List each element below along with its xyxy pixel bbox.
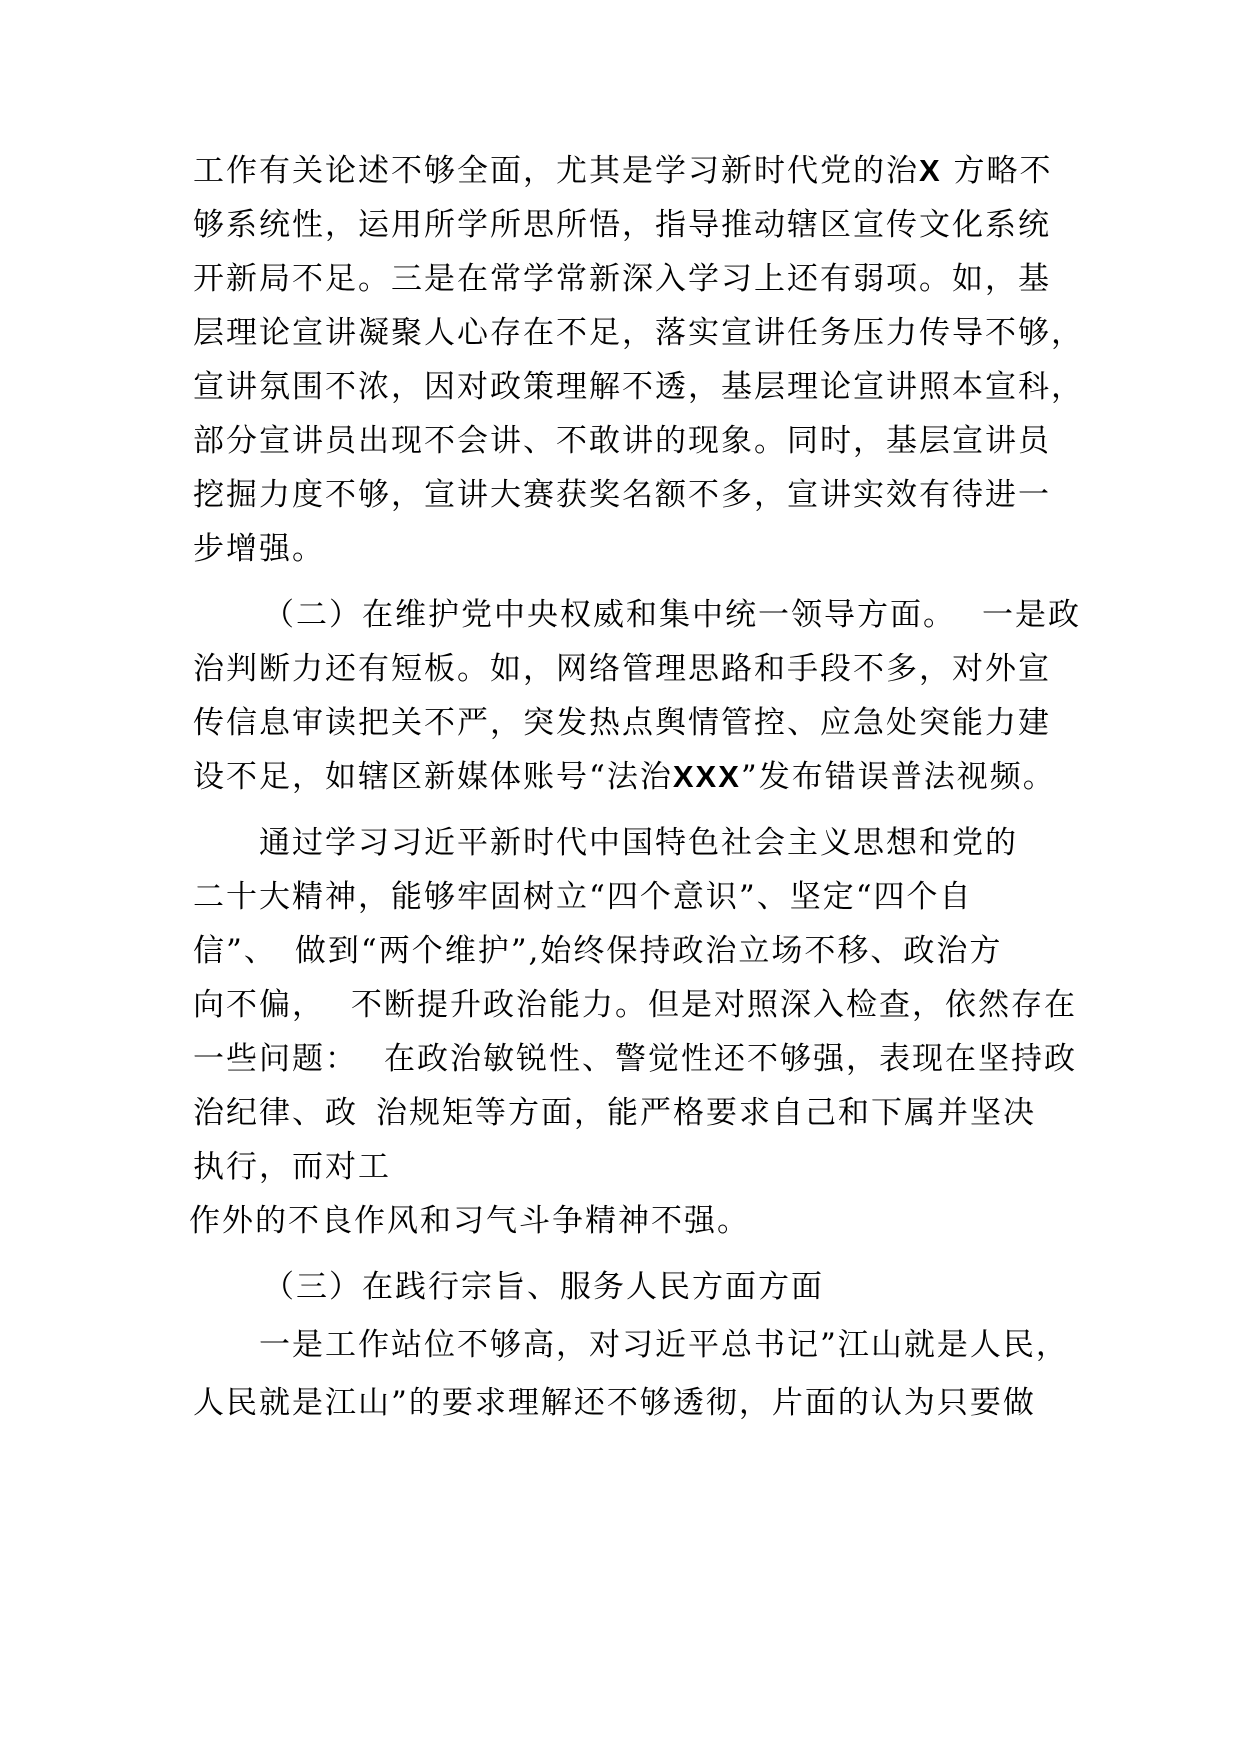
- text-line: [193, 985, 1077, 1025]
- text-segment: 在政治敏锐性、警觉性还不够强，表现在坚持政: [384, 1041, 1077, 1077]
- text-line: 够系统性，运用所学所思所悟，指导推动辖区宣传文化系统: [193, 207, 1051, 243]
- text-line: 人民就是江山”的要求理解还不够透彻，片面的认为只要做: [193, 1385, 1036, 1421]
- section-heading: （三）在践行宗旨、服务人民方面方面: [263, 1269, 824, 1305]
- text-segment: 工作有关论述不够全面，尤其是学习新时代党的治: [193, 153, 919, 189]
- text-line: [193, 1039, 1077, 1079]
- text-segment: 一些问题：: [193, 1041, 358, 1077]
- text-line: 宣讲氛围不浓，因对政策理解不透，基层理论宣讲照本宣科，: [193, 369, 1084, 405]
- text-line: 开新局不足。三是在常学常新深入学习上还有弱项。如，基: [193, 261, 1051, 297]
- masked-text: XXX: [672, 759, 741, 794]
- text-segment: 方略不: [953, 153, 1053, 189]
- text-line: 作外的不良作风和习气斗争精神不强。: [189, 1203, 750, 1239]
- text-line: 治判断力还有短板。如，网络管理思路和手段不多，对外宣: [193, 651, 1051, 687]
- text-line: 执行，而对工: [193, 1149, 391, 1185]
- text-line: 部分宣讲员出现不会讲、不敢讲的现象。同时，基层宣讲员: [193, 423, 1051, 459]
- text-segment: 设不足，如辖区新媒体账号“法治: [193, 759, 673, 795]
- text-line: 一是工作站位不够高，对习近平总书记”江山就是人民，: [259, 1327, 1069, 1363]
- text-line: [193, 151, 1053, 191]
- text-line: [193, 757, 1056, 797]
- text-segment: （二）在维护党中央权威和集中统一领导方面。: [263, 597, 956, 633]
- text-segment: 信”、: [193, 933, 277, 969]
- text-line: 步增强。: [193, 531, 325, 567]
- text-line: 挖掘力度不够，宣讲大赛获奖名额不多，宣讲实效有待进一: [193, 477, 1051, 513]
- text-segment: ”发布错误普法视频。: [740, 759, 1056, 795]
- text-segment: 做到“两个维护”,始终保持政治立场不移、政治方: [294, 933, 1003, 969]
- text-line: 传信息审读把关不严，突发热点舆情管控、应急处突能力建: [193, 705, 1051, 741]
- text-segment: 一是政: [982, 597, 1081, 633]
- text-segment: 向不偏，: [193, 987, 325, 1023]
- text-segment: 不断提升政治能力。但是对照深入检查，依然存在: [351, 987, 1077, 1023]
- text-segment: 治纪律、政: [193, 1095, 358, 1131]
- masked-text: X: [919, 153, 942, 188]
- section-heading: [263, 595, 1081, 635]
- text-line: 通过学习习近平新时代中国特色社会主义思想和党的: [259, 825, 1018, 861]
- text-line: [193, 931, 1002, 971]
- text-line: [193, 1093, 1036, 1133]
- text-line: 二十大精神，能够牢固树立“四个意识”、坚定“四个自: [193, 879, 973, 915]
- text-segment: 治规矩等方面，能严格要求自己和下属并坚决: [376, 1095, 1036, 1131]
- text-line: 层理论宣讲凝聚人心存在不足，落实宣讲任务压力传导不够，: [193, 315, 1084, 351]
